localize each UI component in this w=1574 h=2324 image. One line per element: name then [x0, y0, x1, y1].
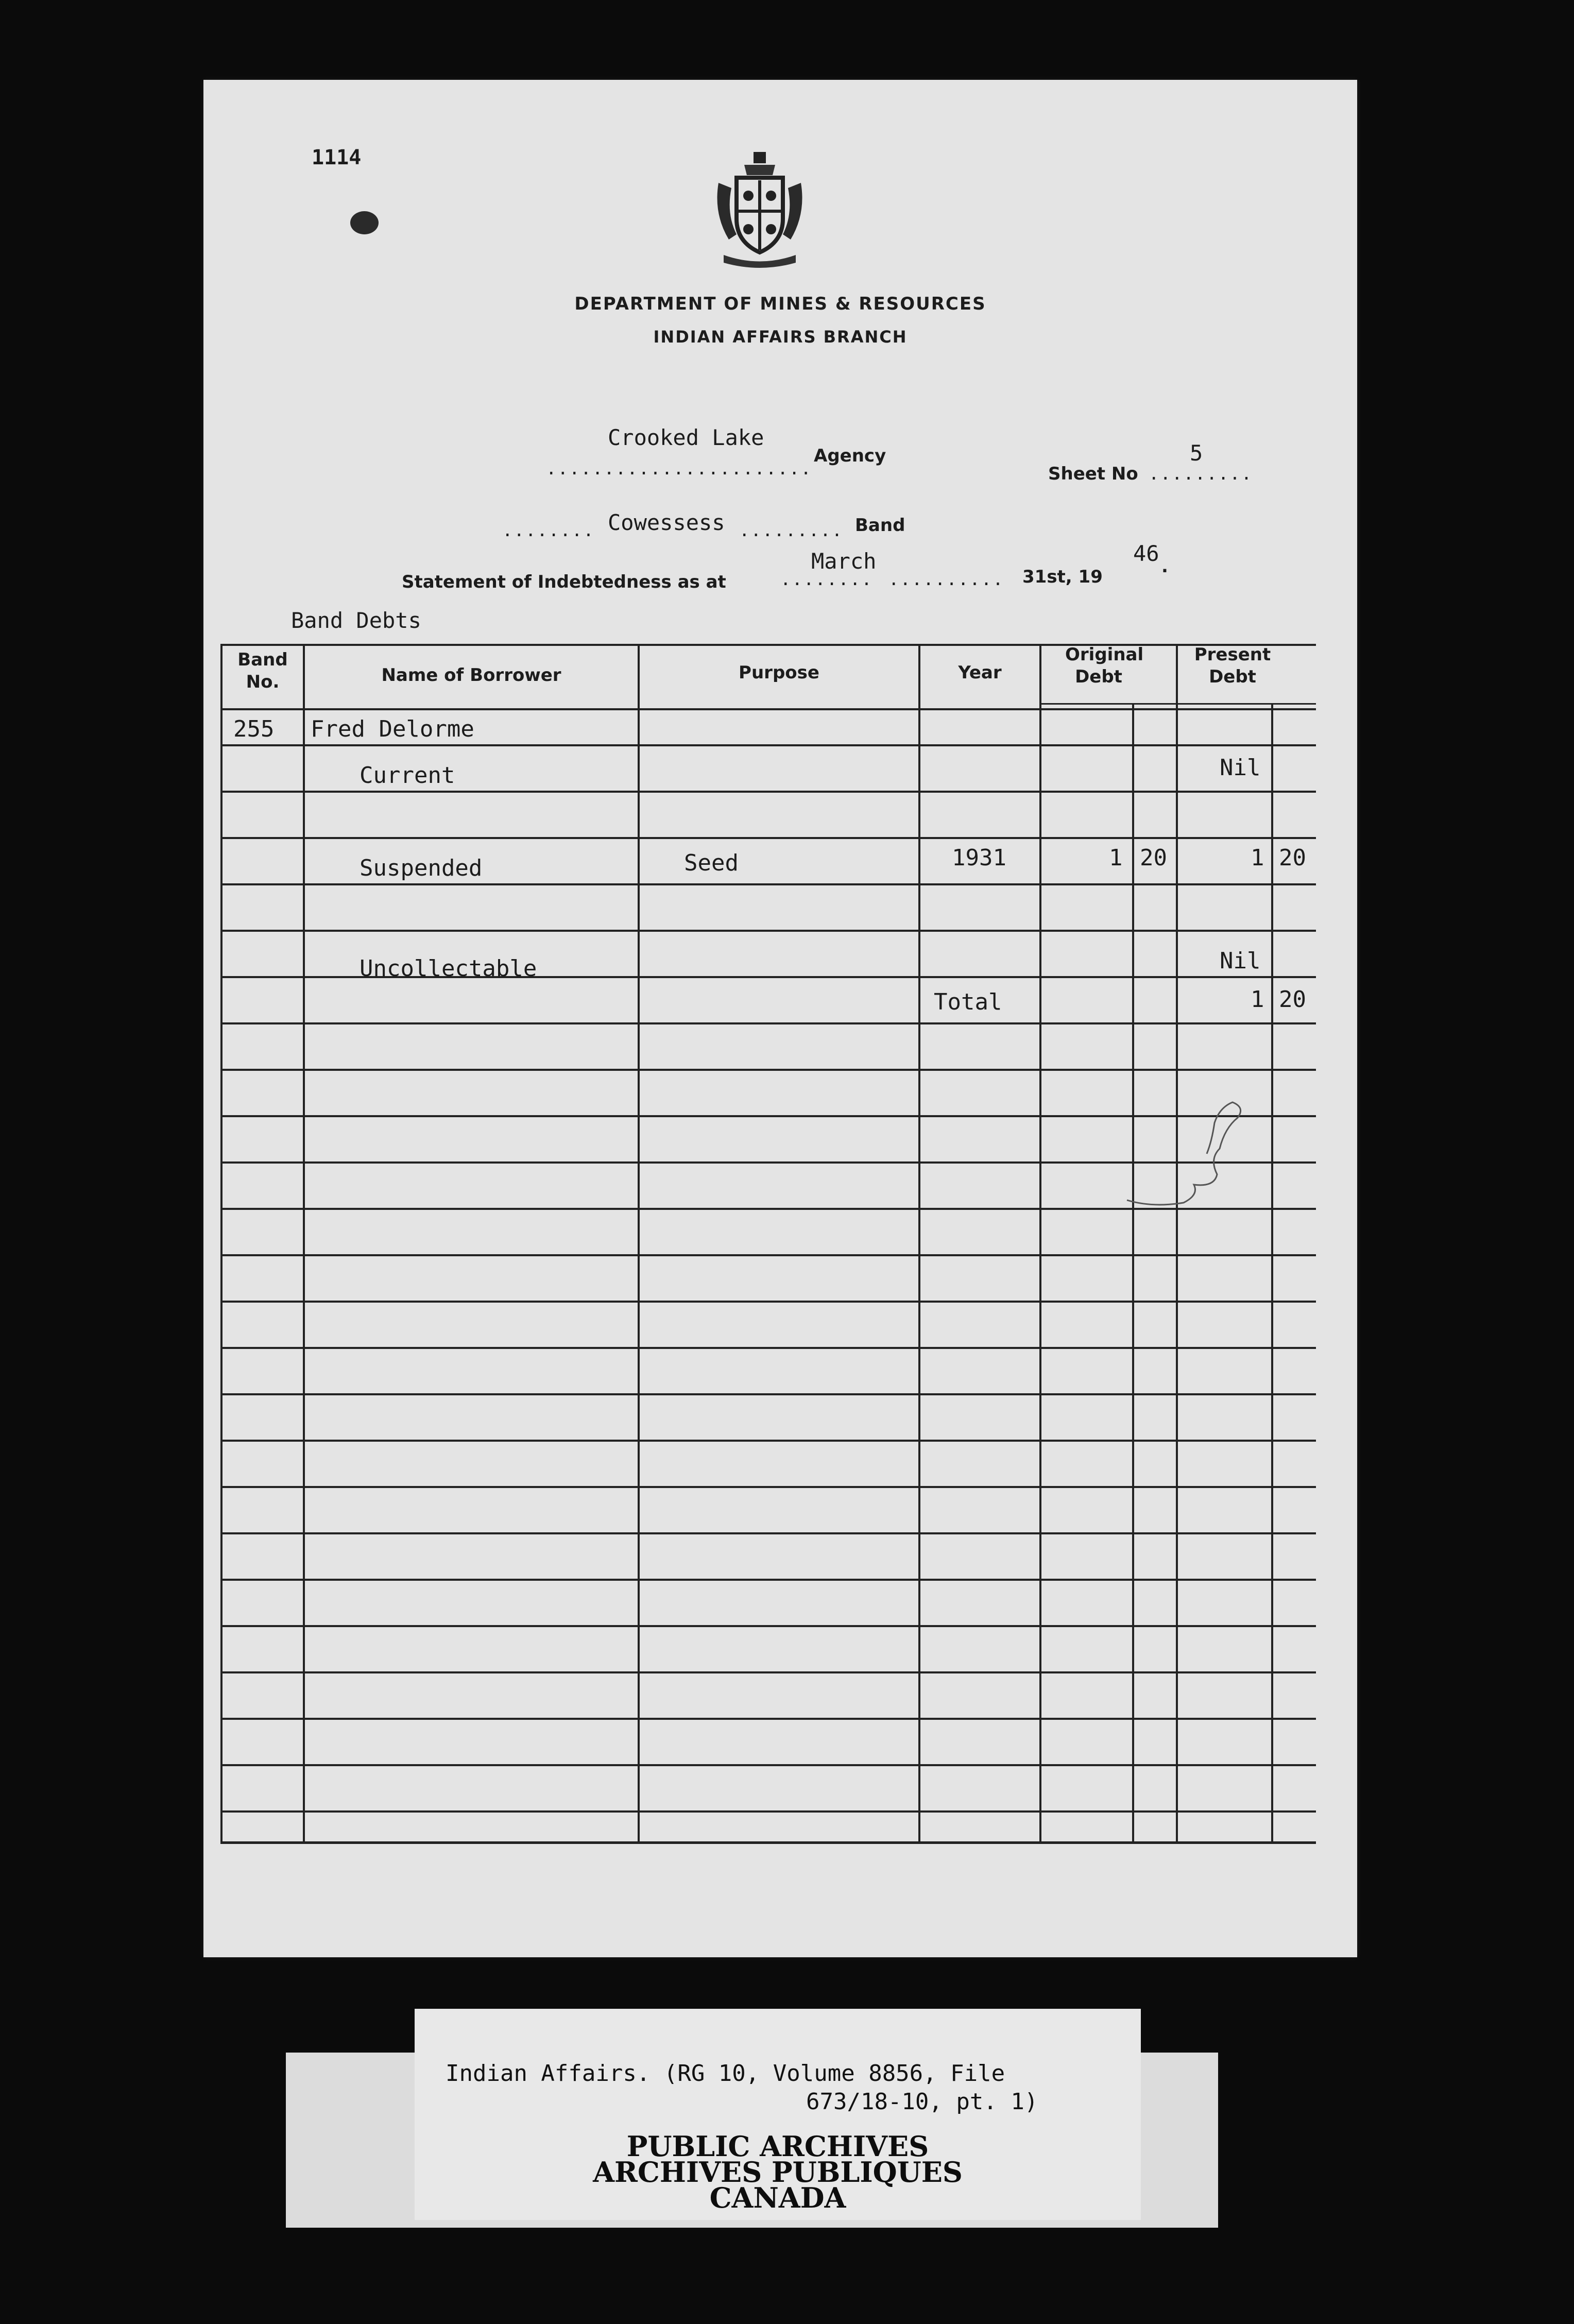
section-title: Band Debts: [291, 608, 421, 633]
band-dots-left: ........: [502, 520, 595, 541]
statement-label: Statement of Indebtedness as at: [402, 572, 726, 592]
row-suspended-year: 1931: [952, 845, 1006, 871]
agency-value: Crooked Lake: [608, 425, 764, 450]
band-dots-right: .........: [739, 520, 844, 541]
citation-line-2: 673/18-10, pt. 1): [806, 2089, 1038, 2115]
statement-dots: ........: [780, 569, 873, 590]
row-uncollectable-label: Uncollectable: [360, 955, 537, 982]
row-total-present-dollars: 1: [1251, 986, 1264, 1013]
document-sheet: [203, 80, 1357, 1957]
row-suspended-purpose: Seed: [684, 850, 739, 876]
branch-heading: INDIAN AFFAIRS BRANCH: [653, 327, 908, 347]
archives-english: PUBLIC ARCHIVES: [626, 2130, 929, 2163]
page-number: 1114: [312, 146, 362, 169]
coat-of-arms-icon: [708, 152, 811, 270]
row-band-no: 255: [233, 716, 275, 742]
row-total-present-cents: 20: [1279, 986, 1306, 1013]
statement-year: 46: [1133, 541, 1159, 566]
row-suspended-present-cents: 20: [1279, 845, 1306, 871]
ink-smudge: [350, 211, 379, 234]
row-current-present: Nil: [1220, 755, 1261, 781]
pen-scribble: [1122, 1097, 1256, 1226]
header-present-debt: Present Debt: [1194, 644, 1271, 687]
archive-label: [415, 2009, 1141, 2220]
band-value: Cowessess: [608, 510, 725, 535]
row-current-label: Current: [360, 762, 455, 789]
agency-label: Agency: [814, 446, 886, 466]
row-borrower-name: Fred Delorme: [311, 716, 474, 742]
department-heading: DEPARTMENT OF MINES & RESOURCES: [574, 294, 986, 314]
statement-dots-2: ..........: [888, 569, 1004, 590]
sheet-no-label: Sheet No: [1048, 464, 1138, 484]
citation-line-1: Indian Affairs. (RG 10, Volume 8856, File: [446, 2060, 1005, 2087]
header-purpose: Purpose: [739, 662, 819, 683]
statement-day: 31st, 19: [1022, 567, 1103, 587]
indebtedness-table: [220, 644, 1316, 1844]
header-original-debt: Original Debt: [1065, 644, 1144, 687]
archives-french: ARCHIVES PUBLIQUES: [593, 2156, 963, 2189]
header-year: Year: [958, 662, 1002, 683]
sheet-no-value: 5: [1190, 440, 1203, 466]
header-name: Name of Borrower: [381, 665, 561, 686]
sheet-no-dots: .........: [1149, 464, 1253, 484]
band-label: Band: [855, 515, 905, 536]
row-suspended-orig-cents: 20: [1140, 845, 1167, 871]
row-suspended-orig-dollars: 1: [1109, 845, 1123, 871]
row-total-label: Total: [934, 989, 1002, 1015]
statement-month: March: [811, 549, 877, 574]
agency-dots: .......................: [546, 458, 812, 479]
row-uncollectable-present: Nil: [1220, 948, 1261, 974]
statement-period: .: [1161, 556, 1168, 577]
archives-country: CANADA: [709, 2181, 846, 2214]
row-suspended-label: Suspended: [360, 855, 483, 881]
row-suspended-present-dollars: 1: [1251, 845, 1264, 871]
header-band-no: Band No.: [237, 650, 288, 692]
